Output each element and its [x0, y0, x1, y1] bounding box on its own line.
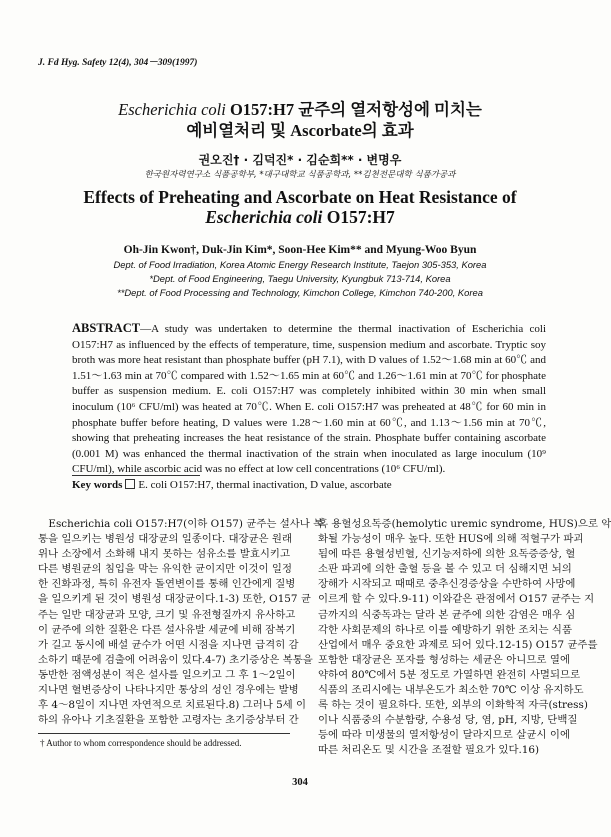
body-line: 식품의 조리시에는 내부온도가 최소한 70℃ 이상 유지하도: [318, 684, 584, 697]
body-line: 등에 따라 미생물의 열저항성이 달라지므로 살균시 이에: [318, 729, 570, 742]
korean-title-rest: O157:H7 균주의 열저항성에 미치는: [225, 100, 482, 119]
english-title-line-1: Effects of Preheating and Ascorbate on Heat Resistance of: [83, 187, 517, 207]
affiliation-2: *Dept. of Food Engineering, Taegu University, Kyungbuk 713-714, Korea: [149, 273, 451, 284]
body-line: 금까지의 식중독과는 달라 본 균주에 의한 감염은 매우 심: [318, 608, 576, 621]
body-line: 포함한 대장균은 포자를 형성하는 세균은 아니므로 열에: [318, 653, 570, 666]
footnote-divider: [38, 733, 290, 734]
keywords-text: E. coli O157:H7, thermal inactivation, D value, ascorbate: [138, 479, 392, 491]
english-title-species: Escherichia coli: [205, 207, 323, 227]
body-line: 위나 소장에서 소화해 내지 못하는 섬유소를 발효시키고: [38, 548, 290, 561]
english-authors: Oh-Jin Kwon†, Duk-Jin Kim*, Soon-Hee Kim** and Myung-Woo Byun: [123, 244, 477, 256]
body-line: 이르게 할 수 있다.9-11) 이와같은 관점에서 O157 균주는 지: [318, 593, 595, 606]
body-line: 됨에 따른 용혈성빈혈, 신기능저하에 의한 요독증증상, 혈: [318, 548, 576, 561]
body-line: 이나 식품중의 수분함량, 수용성 당, 염, pH, 지방, 단백질: [318, 714, 578, 727]
body-line: 소판 파괴에 의한 출혈 등을 볼 수 있고 더 심해지면 뇌의: [318, 563, 572, 576]
korean-authors: 권오진† · 김덕진* · 김순희** · 변명우: [198, 153, 402, 167]
korean-title-line-2: 예비열처리 및 Ascorbate의 효과: [186, 121, 414, 140]
body-line: 각한 사회문제의 하나로 이를 예방하기 위한 조치는 식품: [318, 623, 572, 636]
body-line: 약하여 80℃에서 5분 정도로 가열하면 완전히 사멸되므로: [318, 668, 581, 681]
body-line: 을 일으키게 된 것이 병원성 대장균이다.1-3) 또한, O157 균: [38, 593, 311, 606]
body-column-left: [38, 517, 324, 728]
body-line: Escherichia coli O157:H7(이하 O157) 균주는 설사나 복: [38, 518, 324, 530]
body-line: 가 길고 동시에 배설 균수가 어떤 시점을 지나면 급격히 감: [38, 638, 299, 651]
keywords: [72, 479, 392, 491]
korean-affiliations: 한국원자력연구소 식품공학부, *대구대학교 식품공학과, **김천전문대학 식품가공과: [144, 170, 456, 180]
body-line: 이 균주에 의한 질환은 다른 설사유발 세균에 비해 잠복기: [38, 623, 296, 636]
body-line: 화될 가능성이 매우 높다. 또한 HUS에 의해 적혈구가 파괴: [318, 533, 584, 546]
body-line: 동반한 점액성분이 적은 설사를 일으키고 그 후 1～2일이: [38, 668, 296, 681]
page-number: 304: [292, 777, 308, 788]
body-line: 따른 처리온도 및 시간을 조절할 필요가 있다.16): [318, 744, 540, 757]
footnote: † Author to whom correspondence should be addressed.: [40, 738, 242, 748]
body-line: 한 진화과정, 특히 유전자 돌연변이를 통해 인간에게 질병: [38, 578, 296, 591]
body-line: 통을 일으키는 병원성 대장균의 일종이다. 대장균은 원래: [38, 533, 292, 546]
body-line: 록 하는 것이 필요하다. 또한, 외부의 이화학적 자극(stress): [318, 699, 588, 712]
affiliation-1: Dept. of Food Irradiation, Korea Atomic Energy Research Institute, Taejon 305-353, Korea: [113, 259, 487, 270]
body-line: 주는 일반 대장균과 모양, 크기 및 유전형질까지 유사하고: [38, 608, 296, 621]
body-line: 장해가 시작되고 때때로 중추신경증상을 수반하여 사망에: [318, 578, 576, 591]
body-line: 혹 용혈성요독증(hemolytic uremic syndrome, HUS)으로 악: [318, 518, 611, 530]
abstract-text: —A study was undertaken to determine the thermal inactivation of Escherichia coli O157:H7 as influenced by the effects of temperature, time, suspension medium and ascorbate. Tryptic soy broth was more heat resistant than phosphate buffer (pH 7.1), with D values of 1.52～1.68 min at 60℃ and 1.51～1.63 min at 70℃ compared with 1.52～1.65 min at 60℃ and 1.26～1.61 min at 70℃ for phosphate buffer as suspension medium. E. coli O157:H7 was completely inhibited within 30 min when small inoculum (10⁶ CFU/ml) was heated at 70℃. When E. coli O157:H7 was preheated at 48℃ for 60 min in phosphate buffer before heating, D values were 1.28～1.60 min at 60℃, and 1.13～1.56 min at 70℃, showing that preheating increases the heat resistance of the strain. Phosphate buffer containing ascorbate (0.001 M) was enhanced the thermal inactivation of the strain when inoculated as large inoculum (10⁹ CFU/ml), while ascorbic acid was no effect at low cell concentrations (10⁶ CFU/ml).: [72, 323, 546, 476]
body-line: 후 4～8일이 지나면 자연적으로 치료된다.8) 그러나 5세 이: [38, 699, 307, 712]
body-line: 산업에서 매우 중요한 과제로 되어 있다.12-15) O157 균주를: [318, 638, 598, 651]
keywords-label: Key words: [72, 479, 123, 491]
english-title-line-2: [0, 207, 600, 228]
body-line: 소하기 때문에 검출에 어려움이 있다.4-7) 초기증상은 복통을: [38, 653, 313, 666]
korean-title-species: Escherichia coli: [118, 100, 226, 119]
english-title-rest: O157:H7: [322, 207, 395, 227]
abstract-label: ABSTRACT: [72, 321, 141, 335]
affiliation-3: **Dept. of Food Processing and Technology, Kimchon College, Kimchon 740-200, Korea: [117, 287, 483, 298]
abstract: [72, 321, 546, 478]
keywords-box-icon: [125, 479, 135, 489]
keywords-divider: [72, 475, 200, 476]
body-line: 다른 병원균의 침입을 막는 유익한 균이지만 이것이 일정: [38, 563, 292, 576]
body-column-right: [318, 517, 611, 759]
body-line: 하의 유아나 기초질환을 포함한 고령자는 초기증상부터 간: [38, 714, 299, 727]
journal-reference: J. Fd Hyg. Safety 12(4), 304－309(1997): [38, 58, 198, 68]
body-line: 지나면 혈변증상이 나타나지만 통상의 성인 경우에는 발병: [38, 684, 299, 697]
